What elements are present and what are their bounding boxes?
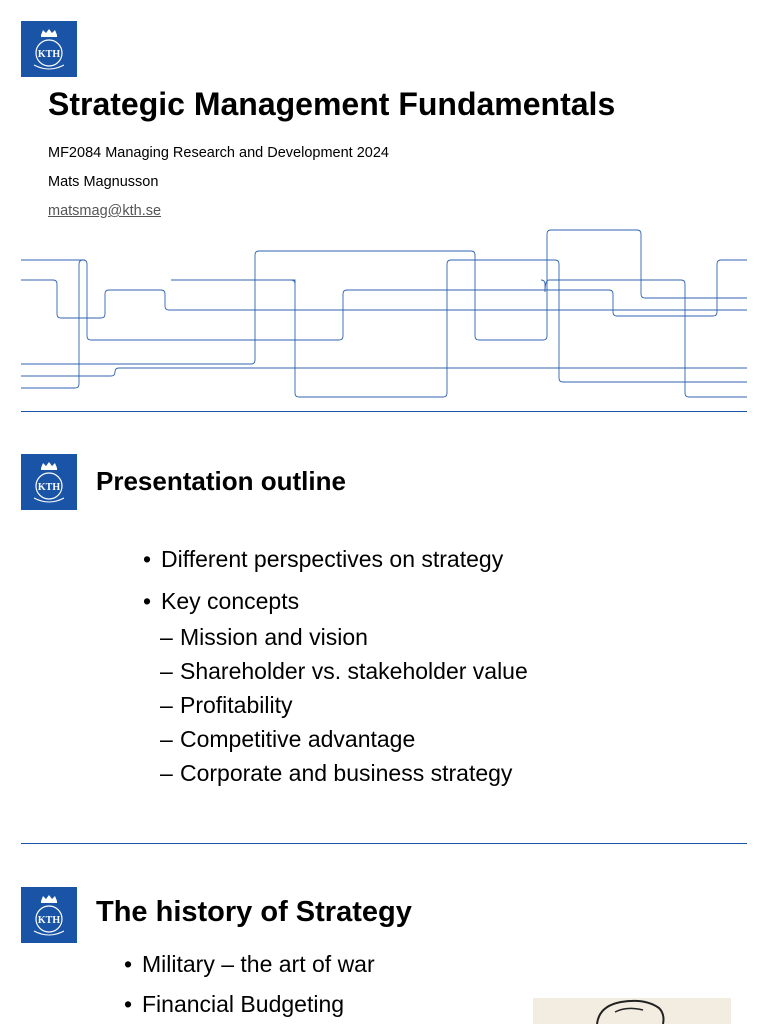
decorative-circuit-lines — [21, 228, 747, 400]
course-name: MF2084 Managing Research and Development 2024 — [48, 145, 389, 161]
sub-list-item — [160, 692, 292, 719]
sub-list-item — [160, 658, 528, 685]
presentation-title: Strategic Management Fundamentals — [48, 86, 616, 122]
sub-bullet-text: Profitability — [180, 692, 293, 718]
sketch-portrait-image — [533, 998, 731, 1024]
logo-text: KTH — [37, 49, 61, 60]
slide-presentation-outline — [0, 412, 768, 844]
bullet-mark: • — [124, 951, 133, 977]
sub-list-item — [160, 760, 512, 787]
slide-heading: The history of Strategy — [96, 896, 412, 928]
sub-list-item — [160, 624, 368, 651]
logo-text: KTH — [37, 482, 61, 493]
sub-bullet-text: Shareholder vs. stakeholder value — [180, 658, 528, 684]
list-item — [143, 546, 503, 573]
slide-heading: Presentation outline — [96, 466, 346, 496]
kth-logo — [21, 21, 77, 77]
slide-title-page — [0, 0, 768, 412]
sub-bullet-text: Corporate and business strategy — [180, 760, 513, 786]
portrait-sketch-icon — [533, 998, 731, 1024]
bullet-text: Key concepts — [161, 588, 300, 614]
bullet-text: Financial Budgeting — [142, 991, 345, 1017]
sub-bullet-text: Competitive advantage — [180, 726, 416, 752]
kth-logo — [21, 887, 77, 943]
bullet-text: Different perspectives on strategy — [161, 546, 504, 572]
author-name: Mats Magnusson — [48, 174, 159, 190]
dash-mark: – — [160, 624, 173, 650]
sub-bullet-text: Mission and vision — [180, 624, 368, 650]
logo-text: KTH — [37, 915, 61, 926]
bullet-mark: • — [124, 991, 133, 1017]
sub-list-item — [160, 726, 415, 753]
slide-history-of-strategy — [0, 844, 768, 1024]
author-email-link[interactable]: matsmag@kth.se — [48, 203, 162, 219]
dash-mark: – — [160, 726, 173, 752]
dash-mark: – — [160, 692, 173, 718]
list-item — [143, 588, 299, 615]
bullet-text: Military – the art of war — [142, 951, 375, 977]
dash-mark: – — [160, 658, 173, 684]
dash-mark: – — [160, 760, 173, 786]
kth-logo — [21, 454, 77, 510]
list-item — [124, 991, 344, 1018]
bullet-mark: • — [143, 546, 152, 572]
bullet-mark: • — [143, 588, 152, 614]
list-item — [124, 951, 375, 978]
